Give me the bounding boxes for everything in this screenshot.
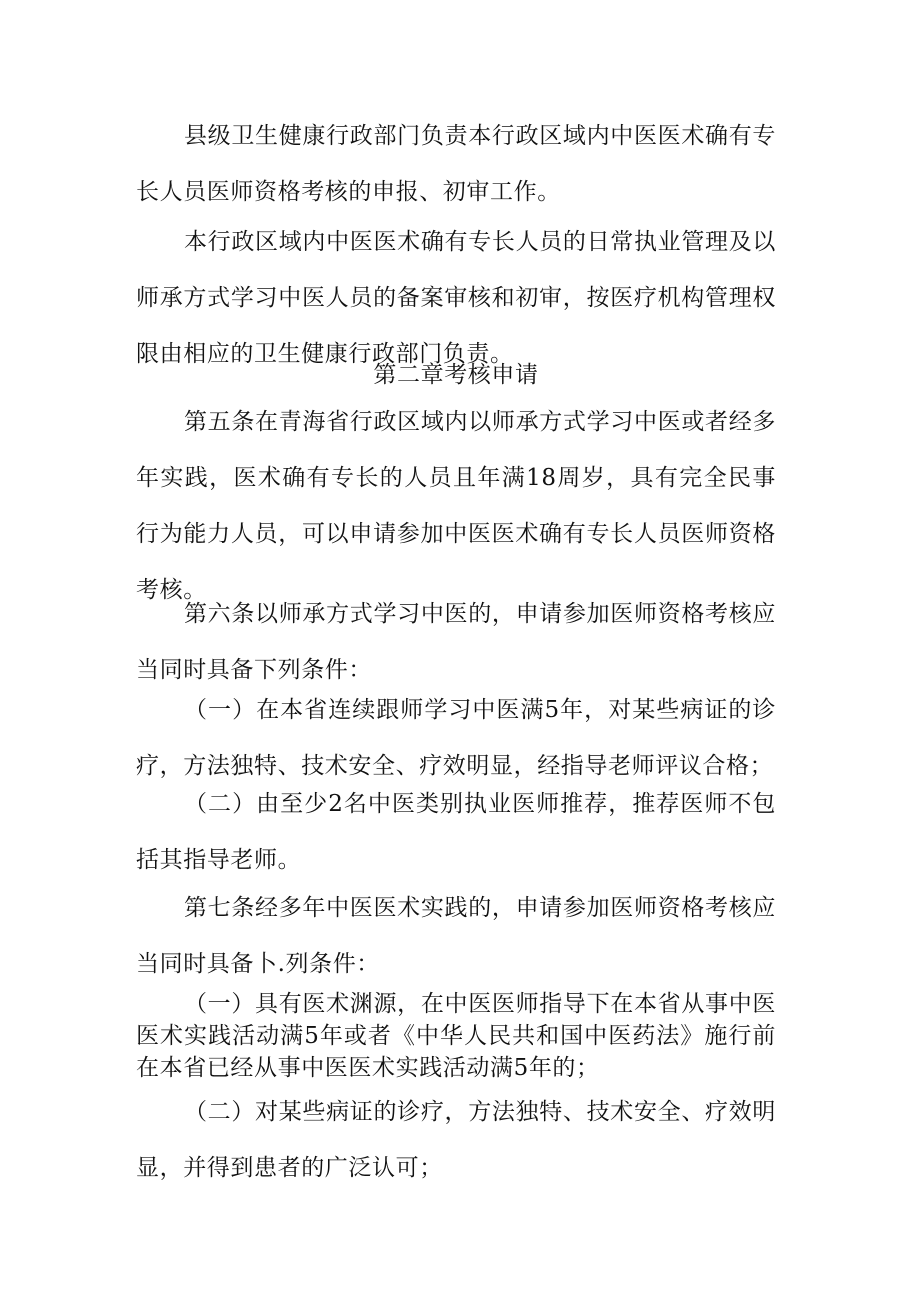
paragraph-county-responsibility: 县级卫生健康行政部门负责本行政区域内中医医术确有专长人员医师资格考核的申报、初审工作。	[136, 123, 776, 205]
article-7-item-1: （一）具有医术渊源，在中医医师指导下在本省从事中医医术实践活动满5年或者《中华人民共和国中医药法》施行前在本省已经从事中医医术实践活动满5年的；	[136, 991, 776, 1081]
article-7-item-2: （二）对某些病证的诊疗，方法独特、技术安全、疗效明显，并得到患者的广泛认可；	[136, 1099, 776, 1181]
article-6: 第六条以师承方式学习中医的，申请参加医师资格考核应当同时具备下列条件：	[136, 601, 776, 683]
chapter-title: 第二章考核申请	[373, 362, 539, 388]
article-6-item-1: （一）在本省连续跟师学习中医满5年，对某些病证的诊疗，方法独特、技术安全、疗效明显，经指导老师评议合格；	[136, 697, 776, 779]
article-7: 第七条经多年中医医术实践的，申请参加医师资格考核应当同时具备卜.列条件：	[136, 895, 776, 977]
paragraph-daily-management: 本行政区域内中医医术确有专长人员的日常执业管理及以师承方式学习中医人员的备案审核和初审，按医疗机构管理权限由相应的卫生健康行政部门负责。	[136, 229, 776, 367]
article-5: 第五条在青海省行政区域内以师承方式学习中医或者经多年实践，医术确有专长的人员且年满18周岁，具有完全民事行为能力人员，可以申请参加中医医术确有专长人员医师资格考核。	[136, 409, 776, 603]
article-6-item-2: （二）由至少2名中医类别执业医师推荐，推荐医师不包括其指导老师。	[136, 791, 776, 873]
